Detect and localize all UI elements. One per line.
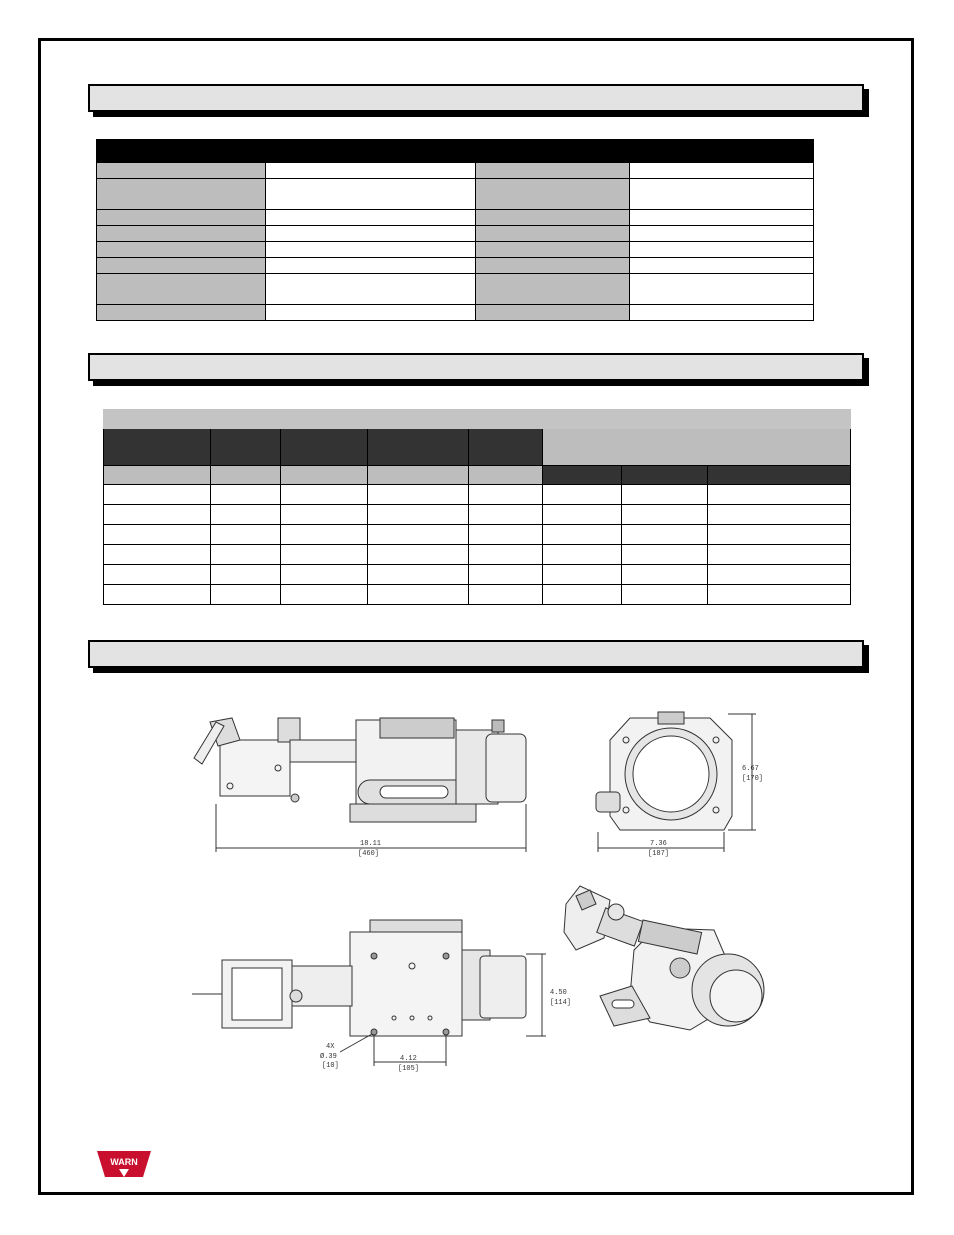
specifications-table [96,139,814,321]
table-subheader-row [104,466,851,485]
section-banner-dimensions [88,640,864,668]
hole-dia-note: Ø.39 [320,1053,337,1061]
table-row [104,525,851,545]
bottom-height-dim: 4.50 [550,989,567,997]
table-row [97,274,814,305]
table-header-row [104,429,851,466]
table-row [97,226,814,242]
hole-dia-metric: [10] [322,1062,339,1070]
table-row [97,305,814,321]
performance-table [103,409,851,605]
end-height-dim-metric: [170] [742,775,764,783]
table-header-row [97,140,814,163]
side-width-dim-metric: [460] [358,850,380,858]
winch-drawings [180,700,820,1090]
bottom-spacing-dim: 4.12 [400,1055,417,1063]
table-row [104,585,851,605]
bottom-view-drawing [192,920,571,1073]
bottom-height-dim-metric: [114] [550,999,572,1007]
table-row [104,505,851,525]
end-width-dim: 7.36 [650,840,667,848]
section-banner-performance [88,353,864,381]
table-title-row [104,410,851,429]
section-banner-specifications [88,84,864,112]
table-row [97,210,814,226]
table-row [97,163,814,179]
bottom-spacing-dim-metric: [105] [398,1065,420,1073]
hole-count-note: 4X [326,1043,335,1051]
table-row [104,485,851,505]
side-view-drawing [194,718,526,858]
table-row [104,565,851,585]
isometric-view-drawing [564,886,764,1030]
end-height-dim: 6.67 [742,765,759,773]
table-row [97,179,814,210]
table-row [97,258,814,274]
warn-logo [97,1151,151,1177]
logo-text: WARN [110,1157,138,1167]
end-width-dim-metric: [187] [648,850,670,858]
table-row [97,242,814,258]
side-width-dim: 18.11 [360,840,382,848]
table-row [104,545,851,565]
end-view-drawing [596,712,763,858]
